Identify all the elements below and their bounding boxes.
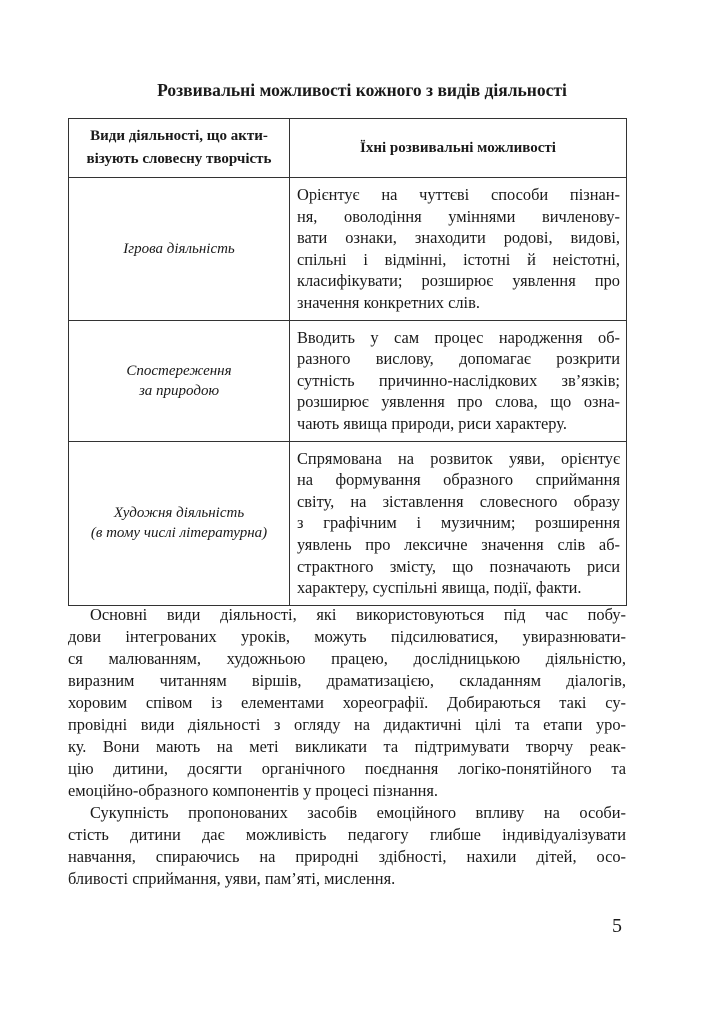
possibilities-cell: Спрямована на розвиток уяви, орієнтує на формування образного сприймання світу, на зіставлення словесного образу з графічним і музичним; розширення уявлень про лексичне значення слів аб- страктного змісту, що позначають риси характеру, суспільні явища, події, факти. xyxy=(290,441,627,605)
table-header-row xyxy=(69,119,627,178)
header-possibilities: Їхні розвивальні можливості xyxy=(290,119,627,178)
activity-type-cell: Ігрова діяльність xyxy=(69,178,290,321)
activity-type-cell: Спостереження за природою xyxy=(69,320,290,441)
header-activity-types: Види діяльності, що акти- візують словесну творчість xyxy=(69,119,290,178)
paragraph: Основні види діяльності, які використовуються під час побу- дови інтегрованих уроків, можуть підсилюватися, увиразнювати- ся малюванням, художньою працею, дослідницькою діяльністю, виразним читанням віршів, драматизацією, складанням діалогів, хоровим співом із елементами хореографії. Добираються такі су- провідні види діяльності з огляду на дидактичні цілі та етапи уро- ку. Вони мають на меті викликати та підтримувати творчу реак- цію дитини, досягти органічного поєднання логіко-понятійного та емоційно-образного компонентів у процесі пізнання. xyxy=(68,605,626,800)
table-row xyxy=(69,178,627,321)
activities-table xyxy=(68,118,627,606)
possibilities-cell: Вводить у сам процес народження об- разного вислову, допомагає розкрити сутність причинно-наслідкових зв’язків; розширює уявлення про слова, що озна- чають явища природи, риси характеру. xyxy=(290,320,627,441)
paragraph: Сукупність пропонованих засобів емоційного впливу на особи- стість дитини дає можливість педагогу глибше індивідуалізувати навчання, спираючись на природні здібності, нахили дітей, осо- бливості сприймання, уяви, пам’яті, мислення. xyxy=(68,803,626,888)
page-number: 5 xyxy=(612,915,622,937)
possibilities-cell: Орієнтує на чуттєві способи пізнан- ня, оволодіння уміннями вичленову- вати ознаки, знаходити родові, видові, спільні і відмінні, істотні й неістотні, класифікувати; розширює уявлення про значення конкретних слів. xyxy=(290,178,627,321)
table-title: Розвивальні можливості кожного з видів діяльності xyxy=(157,80,567,100)
table-row xyxy=(69,320,627,441)
body-text xyxy=(68,604,626,890)
table-row xyxy=(69,441,627,605)
activity-type-cell: Художня діяльність (в тому числі літературна) xyxy=(69,441,290,605)
